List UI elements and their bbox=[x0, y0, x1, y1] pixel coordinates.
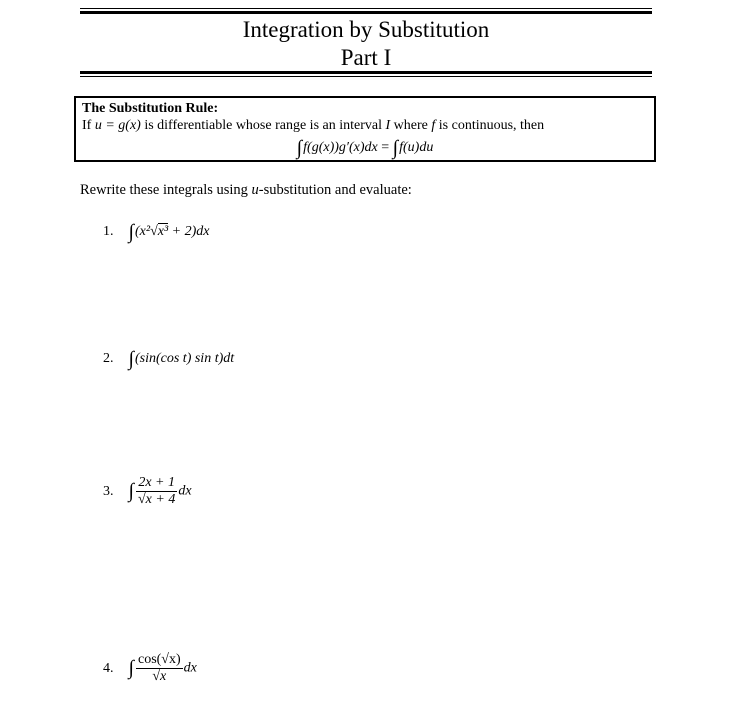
rule-statement-suffix: is continuous, then bbox=[435, 118, 545, 133]
problem-1 bbox=[103, 221, 210, 244]
numerator: 2x + 1 bbox=[136, 475, 177, 492]
integral-symbol: ∫ bbox=[392, 137, 399, 159]
title-top-rule-thick bbox=[80, 11, 652, 14]
root-sign: √ bbox=[150, 224, 158, 239]
formula-right: f(u)du bbox=[399, 140, 434, 155]
integral-symbol: ∫ bbox=[128, 221, 134, 243]
rule-statement-prefix: If bbox=[82, 118, 95, 133]
problem-expression: (sin(cos t) sin t)dt bbox=[134, 351, 235, 366]
rule-statement-middle: is differentiable whose range is an interval bbox=[140, 118, 386, 133]
problem-number: 3. bbox=[103, 483, 114, 499]
integral-symbol: ∫ bbox=[128, 657, 134, 679]
problem-4 bbox=[103, 652, 197, 685]
rule-function-symbol: f bbox=[431, 118, 436, 133]
rule-statement-substitution: u = g(x) bbox=[94, 118, 141, 133]
substitution-rule-box bbox=[74, 96, 656, 162]
integral-symbol: ∫ bbox=[128, 348, 134, 370]
instructions-after: -substitution and evaluate: bbox=[258, 182, 412, 198]
fraction bbox=[136, 475, 177, 508]
instructions bbox=[80, 182, 412, 199]
radicand: x³ bbox=[157, 224, 169, 239]
integral-symbol: ∫ bbox=[296, 137, 303, 159]
rule-heading: The Substitution Rule: bbox=[82, 101, 219, 116]
page-title: Integration by Substitution bbox=[242, 17, 490, 42]
formula-left: f(g(x))g′(x)dx bbox=[303, 140, 378, 155]
title-bottom-rule-thin bbox=[80, 76, 652, 77]
rule-statement-where: where bbox=[390, 118, 432, 133]
problem-number: 4. bbox=[103, 660, 114, 676]
denominator: √x + 4 bbox=[137, 492, 176, 507]
instructions-variable: u bbox=[251, 182, 259, 198]
formula-equals: = bbox=[381, 140, 390, 155]
rule-statement bbox=[82, 118, 544, 134]
denominator: √x bbox=[152, 669, 167, 684]
title-bottom-rule-thick bbox=[80, 71, 652, 74]
integral-symbol: ∫ bbox=[128, 480, 134, 502]
problem-number: 1. bbox=[103, 224, 114, 239]
problem-expression-close: + 2)dx bbox=[168, 224, 210, 239]
instructions-before: Rewrite these integrals using bbox=[80, 182, 252, 198]
title-top-rule-thin bbox=[80, 8, 652, 9]
rule-formula bbox=[76, 137, 654, 160]
page-subtitle: Part I bbox=[340, 45, 392, 70]
numerator: cos(√x) bbox=[137, 652, 181, 667]
problem-2 bbox=[103, 348, 234, 371]
differential: dx bbox=[183, 660, 197, 676]
differential: dx bbox=[178, 483, 192, 499]
problem-number: 2. bbox=[103, 351, 114, 366]
problem-3 bbox=[103, 475, 192, 508]
problem-expression-open: (x² bbox=[134, 224, 151, 239]
rule-interval-symbol: I bbox=[385, 118, 391, 133]
fraction bbox=[136, 652, 183, 685]
